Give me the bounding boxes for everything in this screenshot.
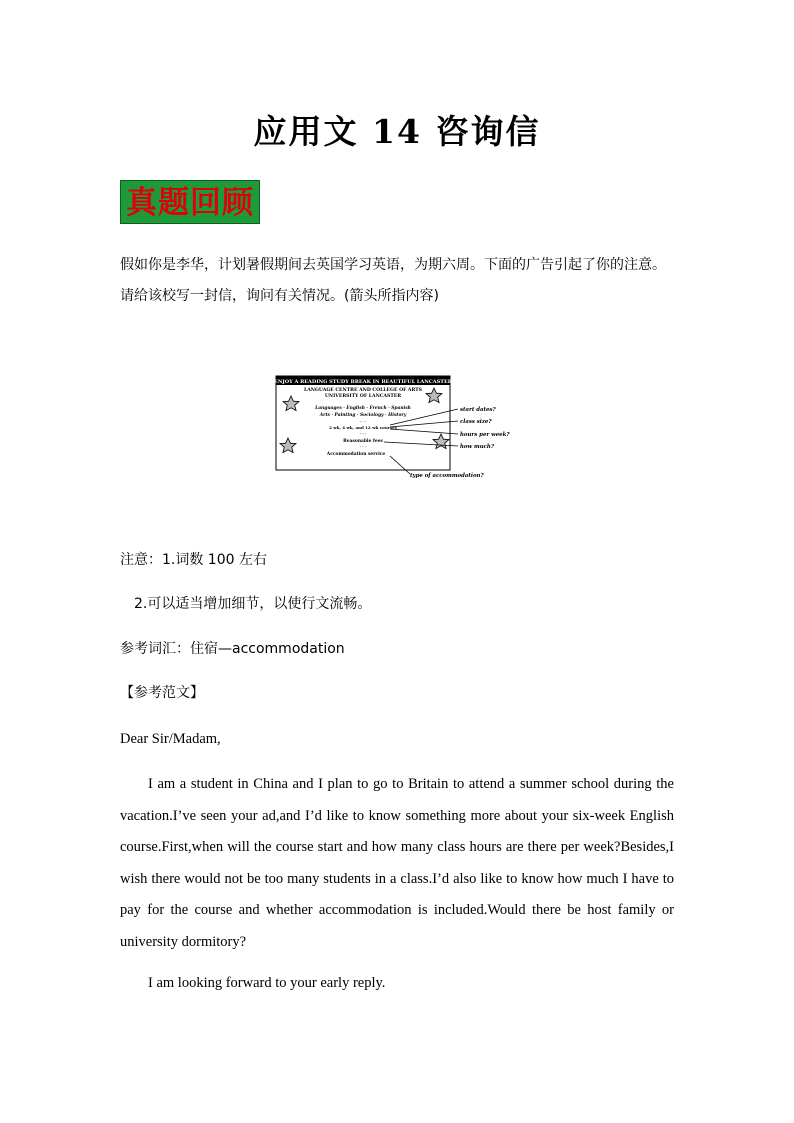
ad-courses-line2: Arts · Painting · Sociology · History [319,413,407,418]
note-word-count: 注意：1.词数 100 左右 [120,552,267,568]
ad-school-line2: UNIVERSITY OF LANCASTER [324,394,402,399]
annotation-accommodation-type: type of accommodation? [410,473,484,479]
svg-text:· · ·: · · · [359,431,367,436]
ad-header-text: ENJOY A READING STUDY BREAK IN BEAUTIFUL LANCASTER [274,379,452,385]
ad-accommodation: Accommodation service [326,452,386,457]
reference-heading: 【参考范文】 [120,685,204,701]
letter-body: I am a student in China and I plan to go to Britain to attend a summer school during the vacation.I’ve seen your ad,and I’d like to know something more about your six-week English course.First,when will the course start and how many class hours are there per week?Besides,I wish there would not be too many students in a class.I’d also like to know how much I have to pay for the course and whether accommodation is included.Would there be host family or university dormitory? [120,776,674,950]
section-badge: 真题回顾 [120,180,260,224]
annotation-start-dates: start dates? [460,407,496,413]
svg-text:· · ·: · · · [359,419,367,424]
ad-courses-line1: Languages · English · French · Spanish [315,406,411,411]
annotation-how-much: how much? [460,444,495,450]
svg-text:· · ·: · · · [359,444,367,449]
page-title: 应用文 14 咨询信 [253,112,541,151]
ad-school-line1: LANGUAGE CENTRE AND COLLEGE OF ARTS [304,388,422,393]
annotation-class-size: class size? [460,419,492,425]
letter-salutation: Dear Sir/Madam, [120,731,221,747]
annotation-hours-per-week: hours per week? [460,432,510,438]
ad-duration: 2 wk, 4 wk, and 12 wk courses [329,425,397,430]
ad-fees: Reasonable fees [343,439,383,444]
task-prompt: 假如你是李华，计划暑假期间去英国学习英语，为期六周。下面的广告引起了你的注意。请给该校写一封信，询问有关情况。(箭头所指内容) [120,257,666,304]
letter-closing: I am looking forward to your early reply. [148,975,386,991]
note-details: 2.可以适当增加细节，以使行文流畅。 [134,596,372,612]
advertisement-figure [272,370,522,482]
reference-vocabulary: 参考词汇：住宿—accommodation [120,641,345,657]
